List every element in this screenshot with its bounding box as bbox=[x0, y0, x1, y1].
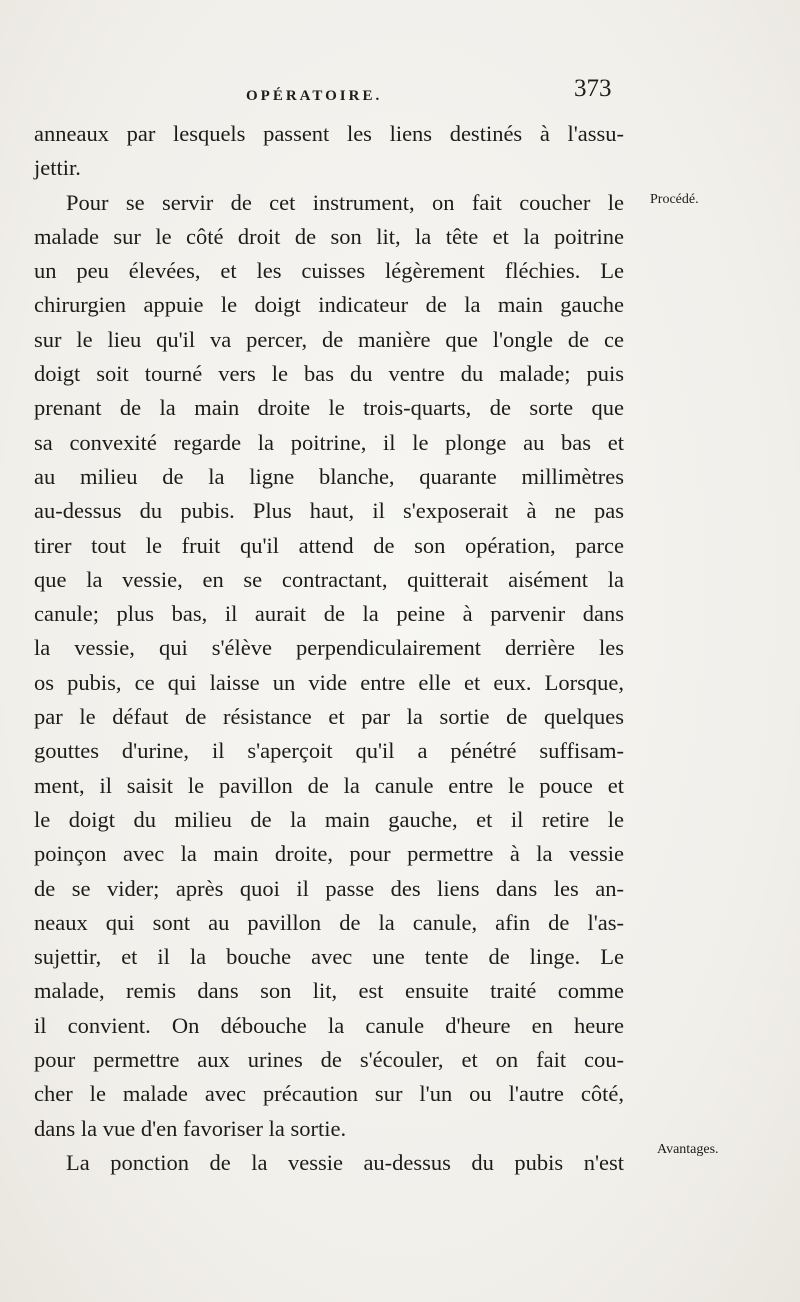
text-line: il convient. On débouche la canule d'heure en heure bbox=[34, 1012, 624, 1038]
text-line: neaux qui sont au pavillon de la canule, afin de l'as- bbox=[34, 909, 624, 935]
text-line: dans la vue d'en favoriser la sortie. bbox=[34, 1115, 347, 1141]
text-line: sur le lieu qu'il va percer, de manière que l'ongle de ce bbox=[34, 326, 624, 352]
page-number: 373 bbox=[574, 75, 612, 102]
text-line: par le défaut de résistance et par la sortie de quelques bbox=[34, 704, 624, 730]
text-line: cher le malade avec précaution sur l'un ou l'autre côté, bbox=[34, 1081, 624, 1107]
text-line: ment, il saisit le pavillon de la canule entre le pouce et bbox=[34, 772, 624, 798]
paragraph-start-line: Pour se servir de cet instrument, on fait coucher le bbox=[66, 189, 624, 215]
text-line: malade, remis dans son lit, est ensuite traité comme bbox=[34, 978, 624, 1004]
text-line: malade sur le côté droit de son lit, la tête et la poitrine bbox=[34, 223, 624, 249]
text-line: os pubis, ce qui laisse un vide entre elle et eux. Lorsque, bbox=[34, 669, 624, 695]
text-line: le doigt du milieu de la main gauche, et il retire le bbox=[34, 806, 624, 832]
text-line: prenant de la main droite le trois-quarts, de sorte que bbox=[34, 395, 624, 421]
text-line: un peu élevées, et les cuisses légèrement fléchies. Le bbox=[34, 258, 624, 284]
text-line: que la vessie, en se contractant, quitterait aisément la bbox=[34, 566, 624, 592]
body-text bbox=[34, 117, 624, 1180]
text-line: la vessie, qui s'élève perpendiculairement derrière les bbox=[34, 635, 624, 661]
text-line: au-dessus du pubis. Plus haut, il s'exposerait à ne pas bbox=[34, 498, 624, 524]
text-line: sa convexité regarde la poitrine, il le plonge au bas et bbox=[34, 429, 624, 455]
text-line: au milieu de la ligne blanche, quarante millimètres bbox=[34, 463, 624, 489]
margin-note-procede: Procédé. bbox=[650, 192, 699, 207]
text-line: de se vider; après quoi il passe des liens dans les an- bbox=[34, 875, 624, 901]
margin-note-avantages: Avantages. bbox=[657, 1142, 719, 1157]
text-line: anneaux par lesquels passent les liens destinés à l'assu- bbox=[34, 121, 624, 146]
paragraph-start-line: La ponction de la vessie au-dessus du pubis n'est bbox=[66, 1149, 624, 1175]
running-title: OPÉRATOIRE. bbox=[246, 88, 383, 104]
text-line: sujettir, et il la bouche avec une tente de linge. Le bbox=[34, 944, 624, 970]
text-line: jettir. bbox=[34, 155, 81, 181]
text-line: canule; plus bas, il aurait de la peine à parvenir dans bbox=[34, 601, 624, 627]
text-line: doigt soit tourné vers le bas du ventre du malade; puis bbox=[34, 361, 624, 387]
text-line: poinçon avec la main droite, pour permettre à la vessie bbox=[34, 841, 624, 867]
text-line: tirer tout le fruit qu'il attend de son opération, parce bbox=[34, 532, 624, 558]
text-line: chirurgien appuie le doigt indicateur de la main gauche bbox=[34, 292, 624, 318]
text-line: pour permettre aux urines de s'écouler, et on fait cou- bbox=[34, 1047, 624, 1073]
text-line: gouttes d'urine, il s'aperçoit qu'il a pénétré suffisam- bbox=[34, 738, 624, 764]
